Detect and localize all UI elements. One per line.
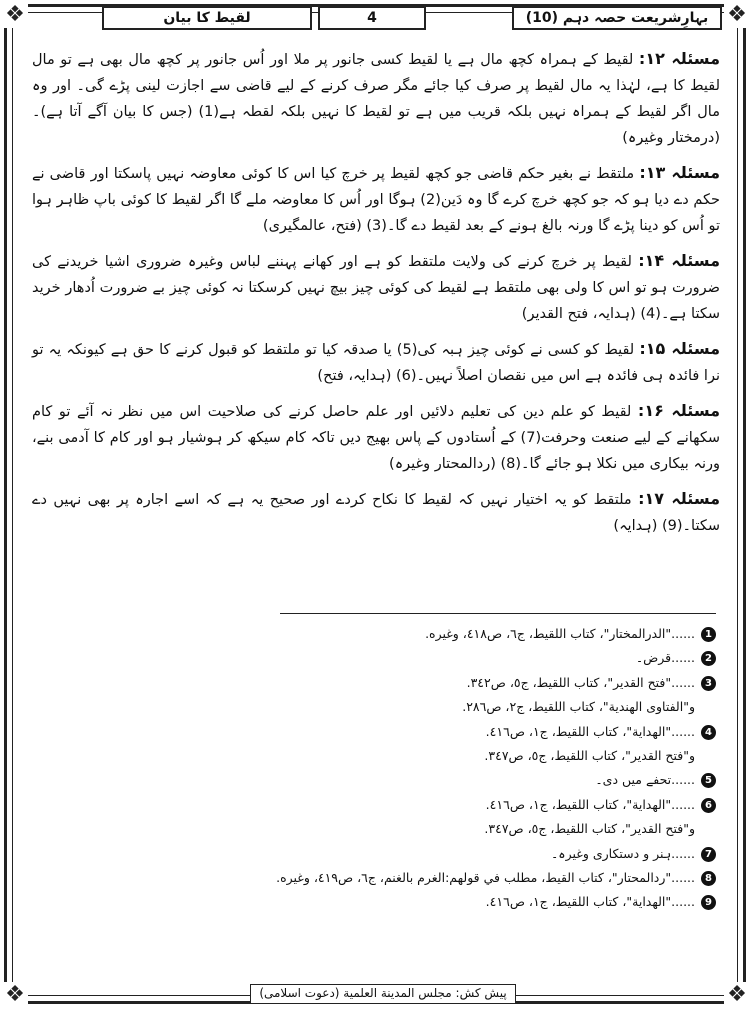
footnote-8 — [36, 866, 716, 890]
footnote-6 — [36, 793, 716, 817]
footnote-4-continued — [36, 744, 716, 768]
footnote-text: ......"الهداية"، كتاب اللقيط، ج١، ص٤١٦. — [485, 723, 695, 739]
corner-ornament-bottom-right: ❖ — [724, 982, 750, 1008]
footnote-text: ......"فتح القدير"، كتاب اللقيط، ج٥، ص٣٤٢. — [466, 674, 695, 690]
paragraph-masala-16 — [32, 398, 720, 477]
footnote-number: 1 — [701, 627, 716, 642]
footnote-3 — [36, 671, 716, 695]
masala-number: مسئلہ ۱۷: — [638, 489, 720, 508]
footnote-number: 9 — [701, 895, 716, 910]
footnote-2 — [36, 646, 716, 670]
paragraph-masala-14 — [32, 248, 720, 327]
main-text — [32, 46, 720, 548]
footnote-number: 6 — [701, 798, 716, 813]
masala-number: مسئلہ ۱۶: — [637, 401, 721, 420]
footnote-1 — [36, 622, 716, 646]
footnote-number: 7 — [701, 847, 716, 862]
header-chapter-title: لقیط کا بیان — [102, 6, 312, 30]
footnote-9 — [36, 890, 716, 914]
paragraph-masala-12 — [32, 46, 720, 151]
paragraph-masala-13 — [32, 160, 720, 239]
header-page-number: 4 — [318, 6, 426, 30]
corner-ornament-top-right: ❖ — [724, 2, 750, 28]
footnote-text: ......قرض۔ — [635, 650, 695, 666]
masala-text: ملتقط کو یہ اختیار نہیں کہ لقیط کا نکاح کردے اور صحیح یہ ہے کہ اسے اجارہ پر بھی نہیں دے سکتا۔(9) (ہدایہ) — [32, 492, 720, 534]
footnote-text: و"فتح القدير"، كتاب اللقيط، ج٥، ص٣٤٧. — [484, 821, 695, 837]
footnote-number: 3 — [701, 676, 716, 691]
masala-text: لقیط کو کسی نے کوئی چیز ہبہ کی(5) یا صدقہ کیا تو ملتقط کو قبول کرنے کا حق ہے کیونکہ یہ تو نرا فائدہ ہی فائدہ ہے اس میں نقصان اصلاً نہیں۔(6) (ہدایہ، فتح) — [32, 342, 720, 384]
footnote-6-continued — [36, 817, 716, 841]
footnote-3-continued — [36, 695, 716, 719]
footnote-text: ......"الدرالمختار"، كتاب اللقيط، ج٦، ص٤١٨، وغيره. — [425, 626, 695, 641]
footnote-text: ......تحفے میں دی۔ — [595, 772, 695, 788]
masala-text: لقیط کے ہمراہ کچھ مال ہے یا لقیط کسی جانور پر ملا اور اُس جانور پر کچھ مال بھی ہے تو مال لقیط کا ہے، لہٰذا یہ مال لقیط پر صرف کیا جائے مگر صرف کرنے کے لیے قاضی سے اجازت لینی پڑے گی۔ اور وہ مال اگر لقیط کے ہمراہ نہیں بلکہ قریب میں ہے تو لقیط کا نہیں بلکہ لقطہ ہے(1) (جس کا بیان آگے آتا ہے)۔ (درمختار وغیرہ) — [32, 52, 720, 146]
footnote-divider — [280, 613, 716, 614]
footnote-text: و"فتح القدير"، كتاب اللقيط، ج٥، ص٣٤٧. — [484, 747, 695, 763]
footnote-text: ......"الهداية"، كتاب اللقيط، ج١، ص٤١٦. — [485, 894, 695, 910]
footnote-text: و"الفتاوى الهندية"، كتاب اللقيط، ج٢، ص٢٨٦. — [462, 699, 695, 715]
footnote-number: 2 — [701, 651, 716, 666]
footnote-text: ......ہنر و دستکاری وغیرہ۔ — [550, 845, 695, 861]
masala-number: مسئلہ ۱۴: — [638, 251, 720, 270]
masala-number: مسئلہ ۱۳: — [639, 163, 721, 182]
header-book-title: بہارِشریعت حصہ دہم (10) — [512, 6, 722, 30]
corner-ornament-top-left: ❖ — [2, 2, 28, 28]
footnotes — [36, 622, 716, 915]
footnote-5 — [36, 768, 716, 792]
footnote-number: 8 — [701, 871, 716, 886]
footnote-text: ......"ردالمحتار"، كتاب القيط، مطلب في قولهم:الغرم بالغنم، ج٦، ص٤١٩، وغيره. — [276, 869, 695, 885]
footnote-number: 4 — [701, 725, 716, 740]
footnote-7 — [36, 842, 716, 866]
paragraph-masala-15 — [32, 336, 720, 389]
corner-ornament-bottom-left: ❖ — [2, 982, 28, 1008]
masala-text: ملتقط نے بغیر حکم قاضی جو کچھ لقیط پر خرچ کیا اس کا کوئی معاوضہ نہیں پاسکتا اور قاضی نے حکم دے دیا ہو کہ جو کچھ خرچ کرے گا وہ دَین(2) ہوگا اور اُس کا معاوضہ ملے گا اگر لقیط کا کوئی باپ ظاہر ہوا تو اُس کو دینا پڑے گا ورنہ بالغ ہونے کے بعد لقیط دے گا۔(3) (فتح، عالمگیری) — [32, 166, 720, 234]
footnote-4 — [36, 720, 716, 744]
footnote-number: 5 — [701, 773, 716, 788]
footnote-text: ......"الهداية"، كتاب اللقيط، ج١، ص٤١٦. — [485, 796, 695, 812]
masala-number: مسئلہ ۱۲: — [638, 49, 720, 68]
paragraph-masala-17 — [32, 486, 720, 539]
masala-number: مسئلہ ۱۵: — [639, 339, 721, 358]
footer-publisher: پیش کش: مجلس المدینة العلمیة (دعوت اسلامی) — [250, 984, 516, 1004]
masala-text: لقیط کو علم دین کی تعلیم دلائیں اور علم حاصل کرنے کی صلاحیت اس میں نظر نہ آئے تو کام سکھانے کے لیے صنعت وحرفت(7) کے اُستادوں کے پاس بھیج دیں تاکہ کام سیکھ کر ہوشیار ہو اور کام کا آدمی بنے، ورنہ بیکاری میں نکلا ہو جائے گا۔(8) (ردالمحتار وغیرہ) — [32, 404, 720, 472]
masala-text: لقیط پر خرچ کرنے کی ولایت ملتقط کو ہے اور کھانے پہننے لباس وغیرہ ضروری اشیا خریدنے کی ضرورت ہو تو اس کا ولی بھی ملتقط ہے لقیط کی کوئی چیز بیچ نہیں کرسکتا نہ کوئی چیز بے ضرورت اُدھار خرید سکتا ہے۔(4) (ہدایہ، فتح القدیر) — [32, 254, 720, 322]
